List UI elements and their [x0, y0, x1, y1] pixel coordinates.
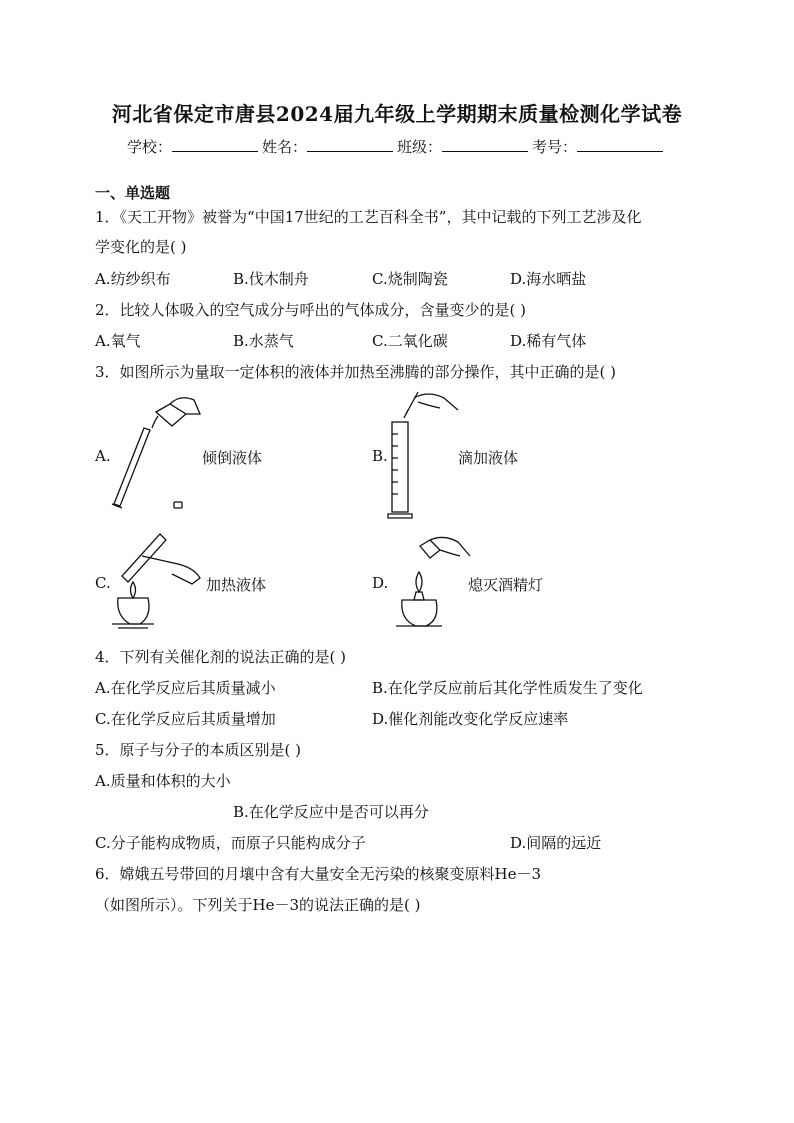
q5-option-a: A.质量和体积的大小	[95, 772, 231, 790]
q3-option-a-letter: A.	[95, 447, 111, 465]
class-label: 班级：	[397, 138, 443, 156]
q1-stem-line1: 1．《天工开物》被誉为“中国17世纪的工艺百科全书”，其中记载的下列工艺涉及化	[95, 208, 642, 226]
q1-option-d: D.海水晒盐	[510, 270, 587, 288]
exam-no-label: 考号：	[532, 138, 578, 156]
q4-option-c: C.在化学反应后其质量增加	[95, 710, 276, 728]
q2-option-c: C.二氧化碳	[372, 332, 448, 350]
q4-option-a: A.在化学反应后其质量减小	[95, 679, 276, 697]
q4-stem: 4．下列有关催化剂的说法正确的是( )	[95, 648, 347, 666]
exam-no-blank[interactable]	[577, 136, 663, 152]
school-blank[interactable]	[172, 136, 258, 152]
q1-option-a: A.纺纱织布	[95, 270, 171, 288]
q3-option-d-letter: D.	[372, 574, 389, 592]
q4-option-b: B.在化学反应前后其化学性质发生了变化	[372, 679, 643, 697]
q3-option-b-caption: 滴加液体	[458, 449, 519, 467]
heating-liquid-figure	[108, 528, 208, 636]
dropping-liquid-figure	[384, 388, 464, 522]
q5-stem: 5．原子与分子的本质区别是( )	[95, 741, 302, 759]
pouring-liquid-figure	[108, 392, 208, 518]
section-heading: 一、单选题	[95, 184, 171, 202]
q3-stem: 3．如图所示为量取一定体积的液体并加热至沸腾的部分操作，其中正确的是( )	[95, 363, 617, 381]
q3-option-c-letter: C.	[95, 574, 111, 592]
q5-option-b: B.在化学反应中是否可以再分	[233, 803, 429, 821]
q5-option-c: C.分子能构成物质，而原子只能构成分子	[95, 834, 366, 852]
q3-option-d-caption: 熄灭酒精灯	[468, 576, 544, 594]
q2-option-a: A.氧气	[95, 332, 141, 350]
q6-stem-line2: （如图所示）。下列关于He－3的说法正确的是( )	[95, 896, 421, 914]
exam-title: 河北省保定市唐县2024届九年级上学期期末质量检测化学试卷	[111, 102, 683, 126]
name-blank[interactable]	[307, 136, 393, 152]
extinguishing-lamp-figure	[394, 534, 474, 634]
q3-option-c-caption: 加热液体	[206, 576, 267, 594]
q3-option-a-caption: 倾倒液体	[202, 449, 263, 467]
q6-stem-line1: 6．嫦娥五号带回的月壤中含有大量安全无污染的核聚变原料He－3	[95, 865, 542, 883]
q4-option-d: D.催化剂能改变化学反应速率	[372, 710, 569, 728]
q2-option-d: D.稀有气体	[510, 332, 587, 350]
q3-option-b-letter: B.	[372, 447, 388, 465]
q1-option-c: C.烧制陶瓷	[372, 270, 448, 288]
student-info-row	[0, 136, 794, 157]
q1-option-b: B.伐木制舟	[233, 270, 309, 288]
name-label: 姓名：	[261, 138, 307, 156]
q2-stem: 2．比较人体吸入的空气成分与呼出的气体成分，含量变少的是( )	[95, 301, 527, 319]
q2-option-b: B.水蒸气	[233, 332, 294, 350]
q1-stem-line2: 学变化的是( )	[95, 238, 187, 256]
class-blank[interactable]	[442, 136, 528, 152]
q5-option-d: D.间隔的远近	[510, 834, 602, 852]
school-label: 学校：	[126, 138, 172, 156]
